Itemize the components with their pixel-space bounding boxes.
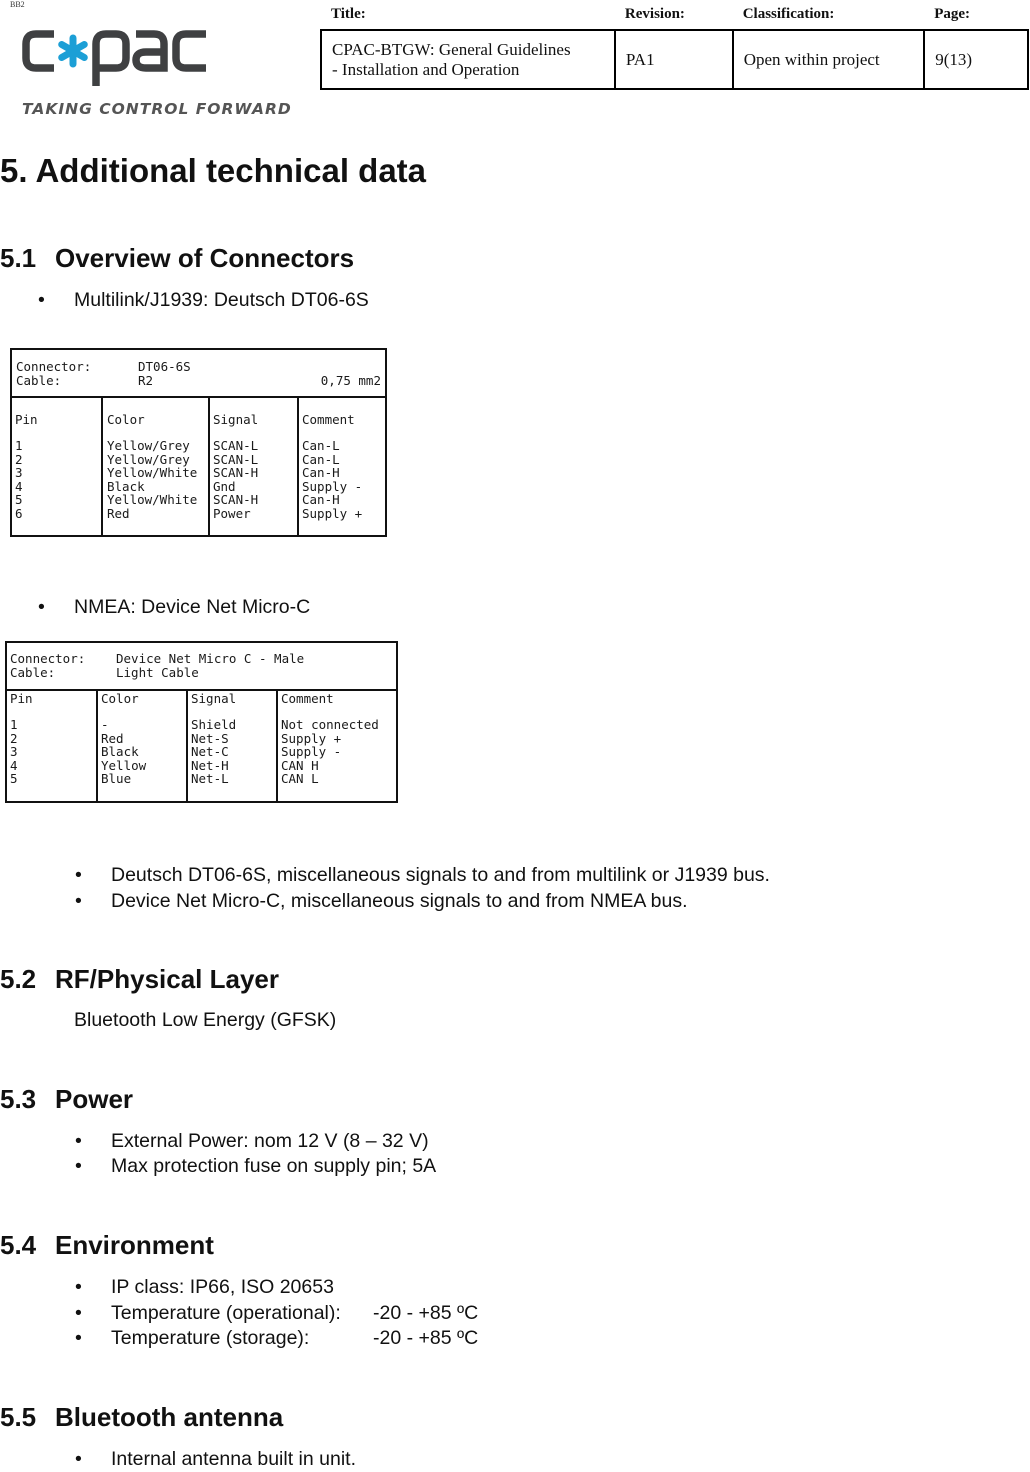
list-item-text: Max protection fuse on supply pin; 5A xyxy=(111,1155,437,1177)
column-header: Signal xyxy=(213,412,259,427)
color-column xyxy=(96,689,186,801)
classification-value: Open within project xyxy=(733,30,925,89)
table-cell: Yellow xyxy=(101,757,147,773)
list-item xyxy=(75,1155,975,1179)
table-cell: Yellow/White xyxy=(107,465,198,480)
list-item xyxy=(75,1130,975,1154)
column-header: Comment xyxy=(281,691,334,706)
connector-body xyxy=(7,689,396,801)
list-item-text: Multilink/J1939: Deutsch DT06-6S xyxy=(74,289,369,311)
comment-column xyxy=(297,396,385,535)
cable-value: Light Cable xyxy=(116,665,199,680)
heading-number: 5.5 xyxy=(0,1402,37,1432)
comment-list xyxy=(281,718,379,786)
corner-mark: BB2 xyxy=(10,0,25,9)
page-label: Page: xyxy=(934,6,971,22)
table-cell: - xyxy=(101,717,109,732)
title-label: Title: xyxy=(331,6,366,22)
bullet-icon: • xyxy=(38,289,45,311)
table-cell: Gnd xyxy=(213,478,236,494)
table-cell: 5 xyxy=(15,492,23,507)
color-column xyxy=(101,396,208,535)
pin-list xyxy=(15,439,23,520)
table-cell: 1 xyxy=(15,438,23,453)
table-cell: Shield xyxy=(191,717,237,732)
subsection-5-1-heading xyxy=(0,243,354,274)
signal-column xyxy=(208,396,297,535)
color-list xyxy=(101,718,146,786)
comment-list xyxy=(302,439,362,520)
subsection-5-4-heading xyxy=(0,1230,214,1261)
table-cell: CAN L xyxy=(281,771,319,786)
connector-body xyxy=(12,396,385,535)
column-header: Color xyxy=(101,691,139,706)
table-cell: 2 xyxy=(10,730,18,746)
temp-storage-label: Temperature (storage): xyxy=(111,1327,310,1349)
connector-header xyxy=(7,643,396,691)
section-heading: 5. Additional technical data xyxy=(0,152,427,189)
table-cell: 6 xyxy=(15,505,23,521)
signal-list xyxy=(213,439,258,520)
cable-value: R2 xyxy=(138,373,154,388)
bullet-icon: • xyxy=(75,1448,82,1470)
list-item-text: Deutsch DT06-6S, miscellaneous signals to and from multilink or J1939 bus. xyxy=(111,864,770,886)
bullet-icon: • xyxy=(75,1276,82,1298)
connector-label: Connector: xyxy=(10,651,86,666)
table-cell: Net-C xyxy=(191,744,229,759)
pin-column xyxy=(7,689,96,801)
column-header: Comment xyxy=(302,412,355,427)
table-cell: 4 xyxy=(10,757,18,773)
table-cell: Net-S xyxy=(191,730,229,746)
title-line-2: - Installation and Operation xyxy=(332,59,520,79)
list-item xyxy=(75,890,975,914)
table-cell: Supply - xyxy=(302,478,363,494)
connector-table-micro-c xyxy=(5,641,398,803)
bullet-icon: • xyxy=(75,1155,82,1177)
list-item xyxy=(75,1302,975,1326)
signal-column xyxy=(186,689,276,801)
table-cell: Supply + xyxy=(281,730,342,746)
document-header-table xyxy=(320,0,1029,90)
table-cell: SCAN-L xyxy=(213,438,259,453)
table-cell: SCAN-H xyxy=(213,492,259,507)
classification-label: Classification: xyxy=(742,6,835,22)
title-value xyxy=(321,30,615,89)
cable-label: Cable: xyxy=(16,373,62,388)
table-cell: Black xyxy=(107,478,145,494)
table-cell: Yellow/White xyxy=(107,492,198,507)
table-cell: Can-H xyxy=(302,465,340,480)
list-item xyxy=(38,289,538,313)
connector-table-dt06 xyxy=(10,348,387,537)
bullet-icon: • xyxy=(38,596,45,618)
logo-mark xyxy=(20,24,220,88)
table-cell: Blue xyxy=(101,771,132,786)
connector-label: Connector: xyxy=(16,359,92,374)
temp-storage-value: -20 - +85 ºC xyxy=(373,1327,479,1349)
subsection-5-5-heading xyxy=(0,1402,283,1433)
column-header: Pin xyxy=(15,412,38,427)
cable-size: 0,75 mm2 xyxy=(320,373,381,388)
heading-number: 5.2 xyxy=(0,964,37,994)
table-cell: Red xyxy=(101,730,124,746)
table-cell: 2 xyxy=(15,451,23,467)
table-cell: 5 xyxy=(10,771,18,786)
table-cell: Black xyxy=(101,744,139,759)
comment-column xyxy=(276,689,396,801)
temp-operational-value: -20 - +85 ºC xyxy=(373,1302,479,1324)
table-cell: SCAN-H xyxy=(213,465,259,480)
bullet-icon: • xyxy=(75,864,82,886)
list-item xyxy=(75,1327,975,1351)
table-cell: Net-H xyxy=(191,757,229,773)
connector-value: DT06-6S xyxy=(138,359,191,374)
logo-tagline: TAKING CONTROL FORWARD xyxy=(22,100,292,118)
list-item xyxy=(75,864,975,888)
table-cell: Net-L xyxy=(191,771,229,786)
revision-value: PA1 xyxy=(615,30,733,89)
table-cell: Can-L xyxy=(302,438,340,453)
list-item-text: IP class: IP66, ISO 20653 xyxy=(111,1276,334,1298)
heading-number: 5.4 xyxy=(0,1230,37,1260)
page-number: 9(13) xyxy=(924,30,1028,89)
table-cell: CAN H xyxy=(281,757,319,773)
color-list xyxy=(107,439,197,520)
table-cell: Yellow/Grey xyxy=(107,438,190,453)
table-cell: 3 xyxy=(10,744,18,759)
connector-header xyxy=(12,350,385,398)
title-line-1: CPAC-BTGW: General Guidelines xyxy=(332,39,571,59)
table-cell: Supply - xyxy=(281,744,342,759)
signal-list xyxy=(191,718,236,786)
table-cell: Yellow/Grey xyxy=(107,451,190,467)
table-cell: 1 xyxy=(10,717,18,732)
subsection-5-3-heading xyxy=(0,1084,133,1115)
table-cell: SCAN-L xyxy=(213,451,259,467)
bullet-icon: • xyxy=(75,890,82,912)
heading-text: RF/Physical Layer xyxy=(55,964,279,994)
cable-label: Cable: xyxy=(10,665,56,680)
pin-column xyxy=(12,396,101,535)
subsection-5-2-heading xyxy=(0,964,279,995)
list-item-text: Device Net Micro-C, miscellaneous signals to and from NMEA bus. xyxy=(111,890,688,912)
list-item xyxy=(75,1448,975,1472)
heading-number: 5.3 xyxy=(0,1084,37,1114)
list-item xyxy=(38,596,538,620)
column-header: Pin xyxy=(10,691,33,706)
pin-list xyxy=(10,718,18,786)
table-cell: 4 xyxy=(15,478,23,494)
table-cell: Power xyxy=(213,505,251,521)
column-header: Signal xyxy=(191,691,237,706)
table-cell: Can-H xyxy=(302,492,340,507)
table-cell: Can-L xyxy=(302,451,340,467)
heading-text: Environment xyxy=(55,1230,214,1260)
list-item-text: Internal antenna built in unit. xyxy=(111,1448,357,1470)
heading-text: Overview of Connectors xyxy=(55,243,355,273)
list-item-text: NMEA: Device Net Micro-C xyxy=(74,596,311,618)
table-cell: Supply + xyxy=(302,505,363,521)
temp-operational-label: Temperature (operational): xyxy=(111,1302,341,1324)
column-header: Color xyxy=(107,412,145,427)
bullet-icon: • xyxy=(75,1130,82,1152)
table-cell: Not connected xyxy=(281,717,379,732)
connector-value: Device Net Micro C - Male xyxy=(116,651,305,666)
list-item xyxy=(75,1276,975,1300)
rf-layer-text: Bluetooth Low Energy (GFSK) xyxy=(74,1009,337,1031)
table-cell: 3 xyxy=(15,465,23,480)
list-item-text: External Power: nom 12 V (8 – 32 V) xyxy=(111,1130,429,1152)
heading-text: Power xyxy=(55,1084,134,1114)
bullet-icon: • xyxy=(75,1327,82,1349)
bullet-icon: • xyxy=(75,1302,82,1324)
table-cell: Red xyxy=(107,505,130,521)
revision-label: Revision: xyxy=(624,6,685,22)
heading-number: 5.1 xyxy=(0,243,37,273)
heading-text: Bluetooth antenna xyxy=(55,1402,284,1432)
